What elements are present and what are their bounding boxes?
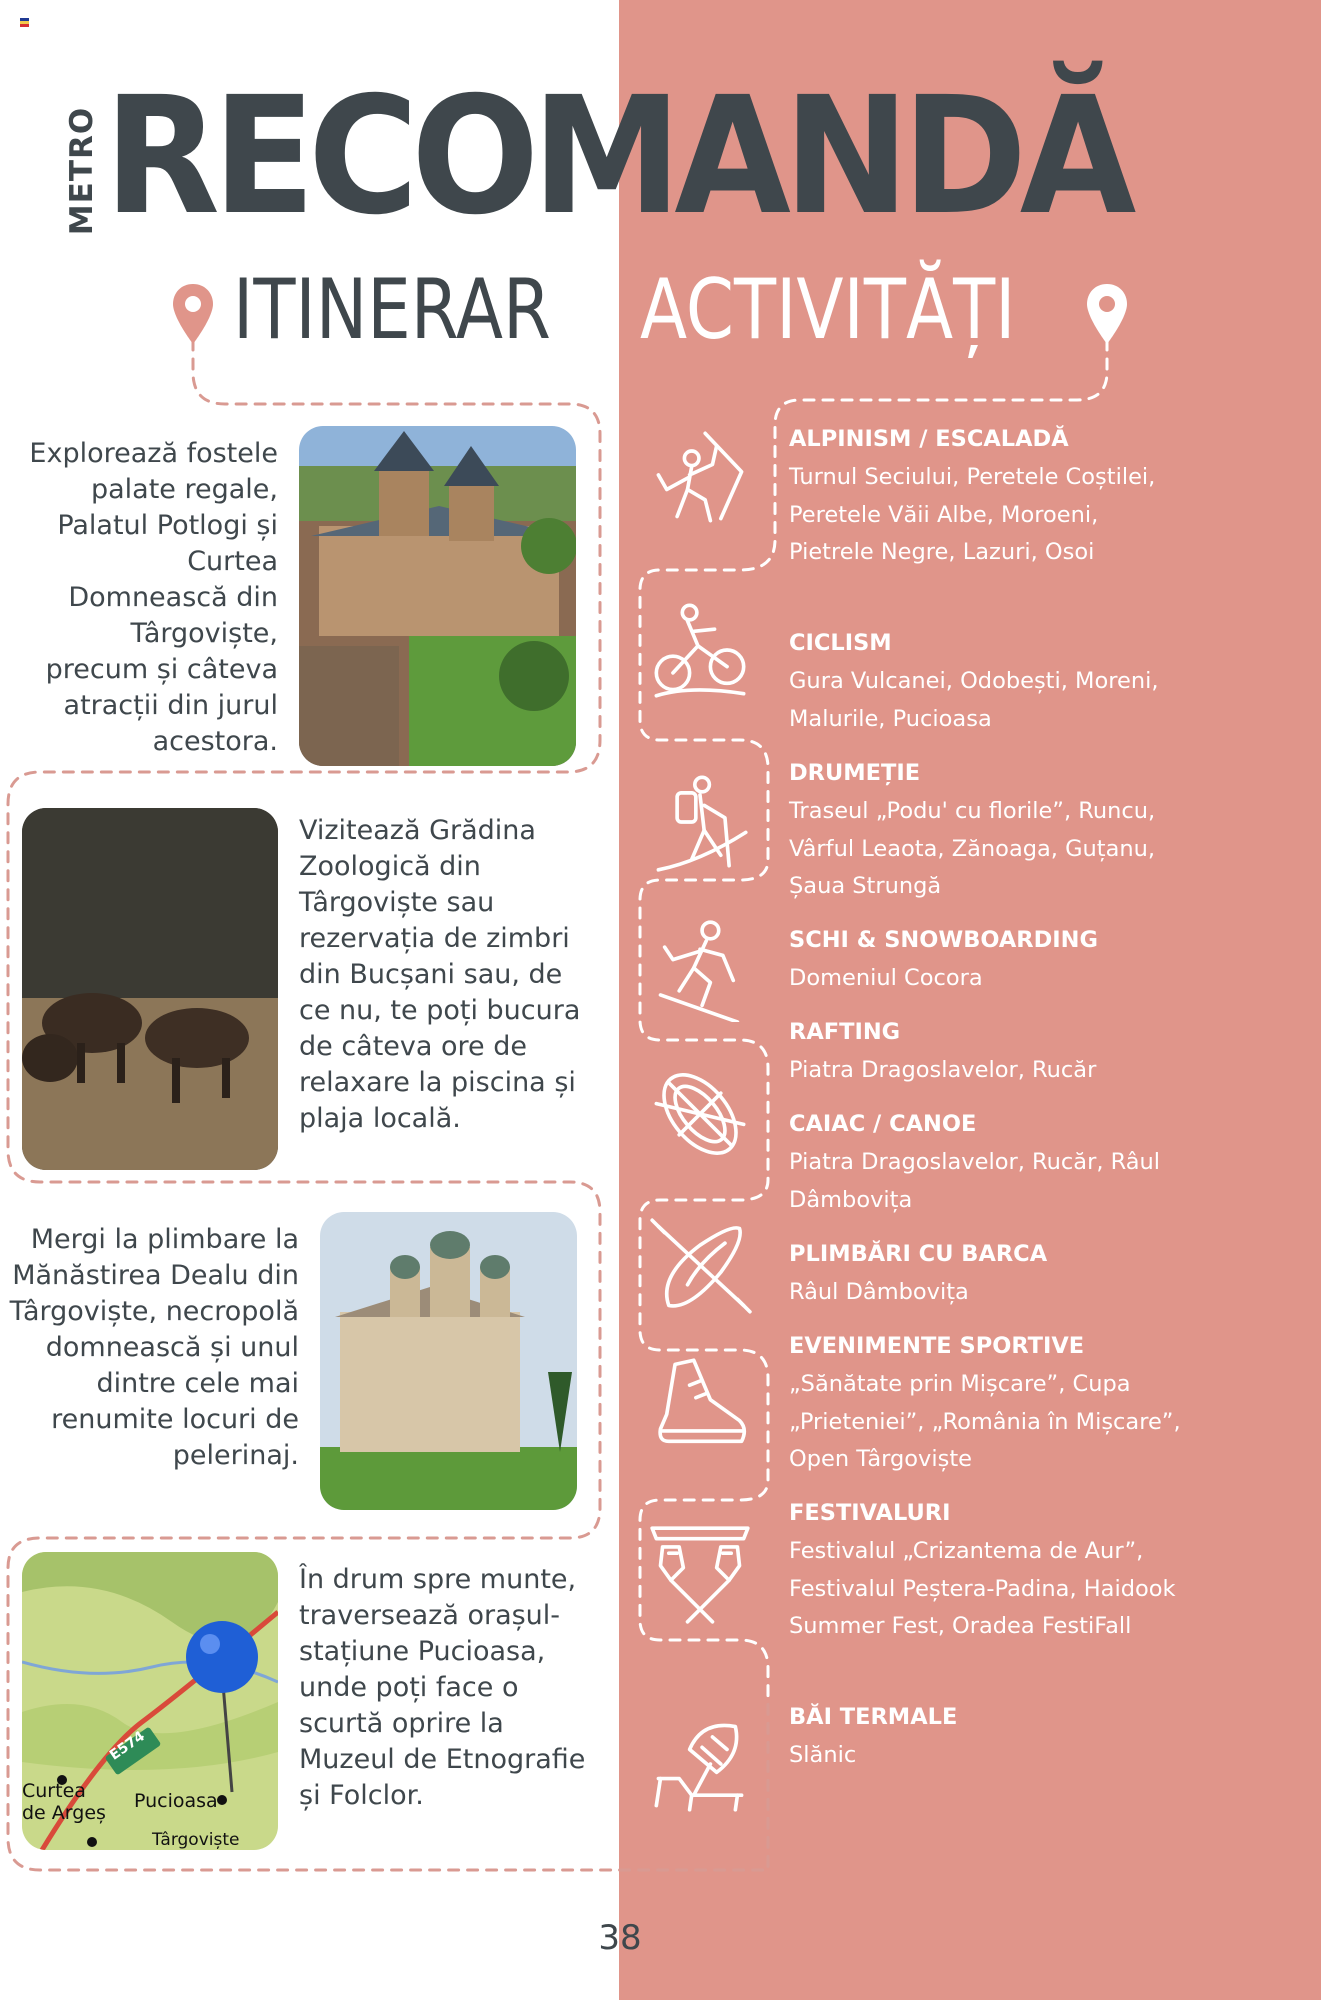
itinerary-text-4: În drum spre munte, traversează orașul-stațiune Pucioasa, unde poți face o scurtă oprire la Muzeul de Etnografie și Folclor. (299, 1564, 586, 1811)
activity-places: Turnul Seciului, Peretele Coștilei, Peretele Văii Albe, Moroeni, Pietrele Negre, Lazuri, Osoi (789, 464, 1156, 565)
flag-icon (20, 18, 29, 27)
itinerary-text-3: Mergi la plimbare la Mănăstirea Dealu din Târgoviște, necropolă domnească și unul dintre cele mai renumite locuri de pelerinaj. (9, 1224, 299, 1471)
monastery-photo (320, 1212, 577, 1510)
map-town-label: de Argeș (22, 1802, 106, 1824)
climbing-icon (648, 425, 752, 529)
location-pin-icon (1084, 282, 1130, 348)
activity-places: Traseul „Podu' cu florile”, Runcu, Vârful Leaota, Zănoaga, Guțanu, Șaua Strungă (789, 798, 1156, 899)
activity-places: Piatra Dragoslavelor, Rucăr (789, 1057, 1097, 1083)
activity-title: CICLISM (789, 630, 892, 656)
activity-title: PLIMBĂRI CU BARCA (789, 1241, 1048, 1267)
page-title: RECOMANDĂ (104, 63, 1129, 251)
activity-title: DRUMEȚIE (789, 760, 921, 786)
map-road-label: E574 (106, 1728, 148, 1764)
activity-title: FESTIVALURI (789, 1500, 951, 1526)
activity-title: SCHI & SNOWBOARDING (789, 927, 1098, 953)
map-town-label: Curtea (22, 1780, 86, 1802)
activity-places: Gura Vulcanei, Odobești, Moreni, Malurile, Pucioasa (789, 668, 1159, 732)
itinerary-text-2: Vizitează Grădina Zoologică din Târgoviște sau rezervația de zimbri din Bucșani sau, de ce nu, te poți bucura de câteva ore de relaxare la piscina și plaja locală. (299, 815, 581, 1134)
page-number: 38 (598, 1918, 642, 1958)
spa-icon (648, 1712, 752, 1816)
activities-heading: ACTIVITĂȚI (640, 261, 1016, 358)
activity-title: BĂI TERMALE (789, 1704, 958, 1730)
rafting-icon (648, 1062, 752, 1166)
brand-vertical: METRO (64, 106, 100, 236)
activity-title: CAIAC / CANOE (789, 1111, 977, 1137)
map-town-label: Pucioasa (134, 1790, 218, 1812)
activity-title: RAFTING (789, 1019, 901, 1045)
kayak-icon (648, 1214, 752, 1318)
map-photo (22, 1552, 278, 1850)
activity-places: Râul Dâmbovița (789, 1279, 969, 1305)
activity-places: „Sănătate prin Mișcare”, Cupa „Prieteniei”, „România în Mișcare”, Open Târgoviște (789, 1371, 1181, 1472)
activity-places: Festivalul „Crizantema de Aur”, Festivalul Peștera-Padina, Haidook Summer Fest, Oradea FestiFall (789, 1538, 1176, 1639)
itinerary-text-1: Explorează fostele palate regale, Palatul Potlogi și Curtea Domnească din Târgoviște, precum și câteva atracții din jurul acestora. (29, 438, 278, 757)
activity-places: Slănic (789, 1742, 857, 1768)
activity-title: ALPINISM / ESCALADĂ (789, 426, 1069, 452)
cycling-icon (648, 598, 752, 702)
royal-court-photo (299, 426, 576, 766)
itinerary-heading: ITINERAR (233, 261, 551, 358)
activity-title: EVENIMENTE SPORTIVE (789, 1333, 1085, 1359)
map-town-label: Târgoviște (152, 1830, 240, 1850)
skiing-icon (648, 918, 752, 1022)
activity-places: Piatra Dragoslavelor, Rucăr, Râul Dâmbovița (789, 1149, 1161, 1213)
activity-places: Domeniul Cocora (789, 965, 983, 991)
location-pin-icon (170, 282, 216, 348)
hiking-icon (648, 770, 752, 874)
festival-icon (648, 1522, 752, 1626)
sneaker-icon (648, 1354, 752, 1458)
bison-photo (22, 808, 278, 1170)
